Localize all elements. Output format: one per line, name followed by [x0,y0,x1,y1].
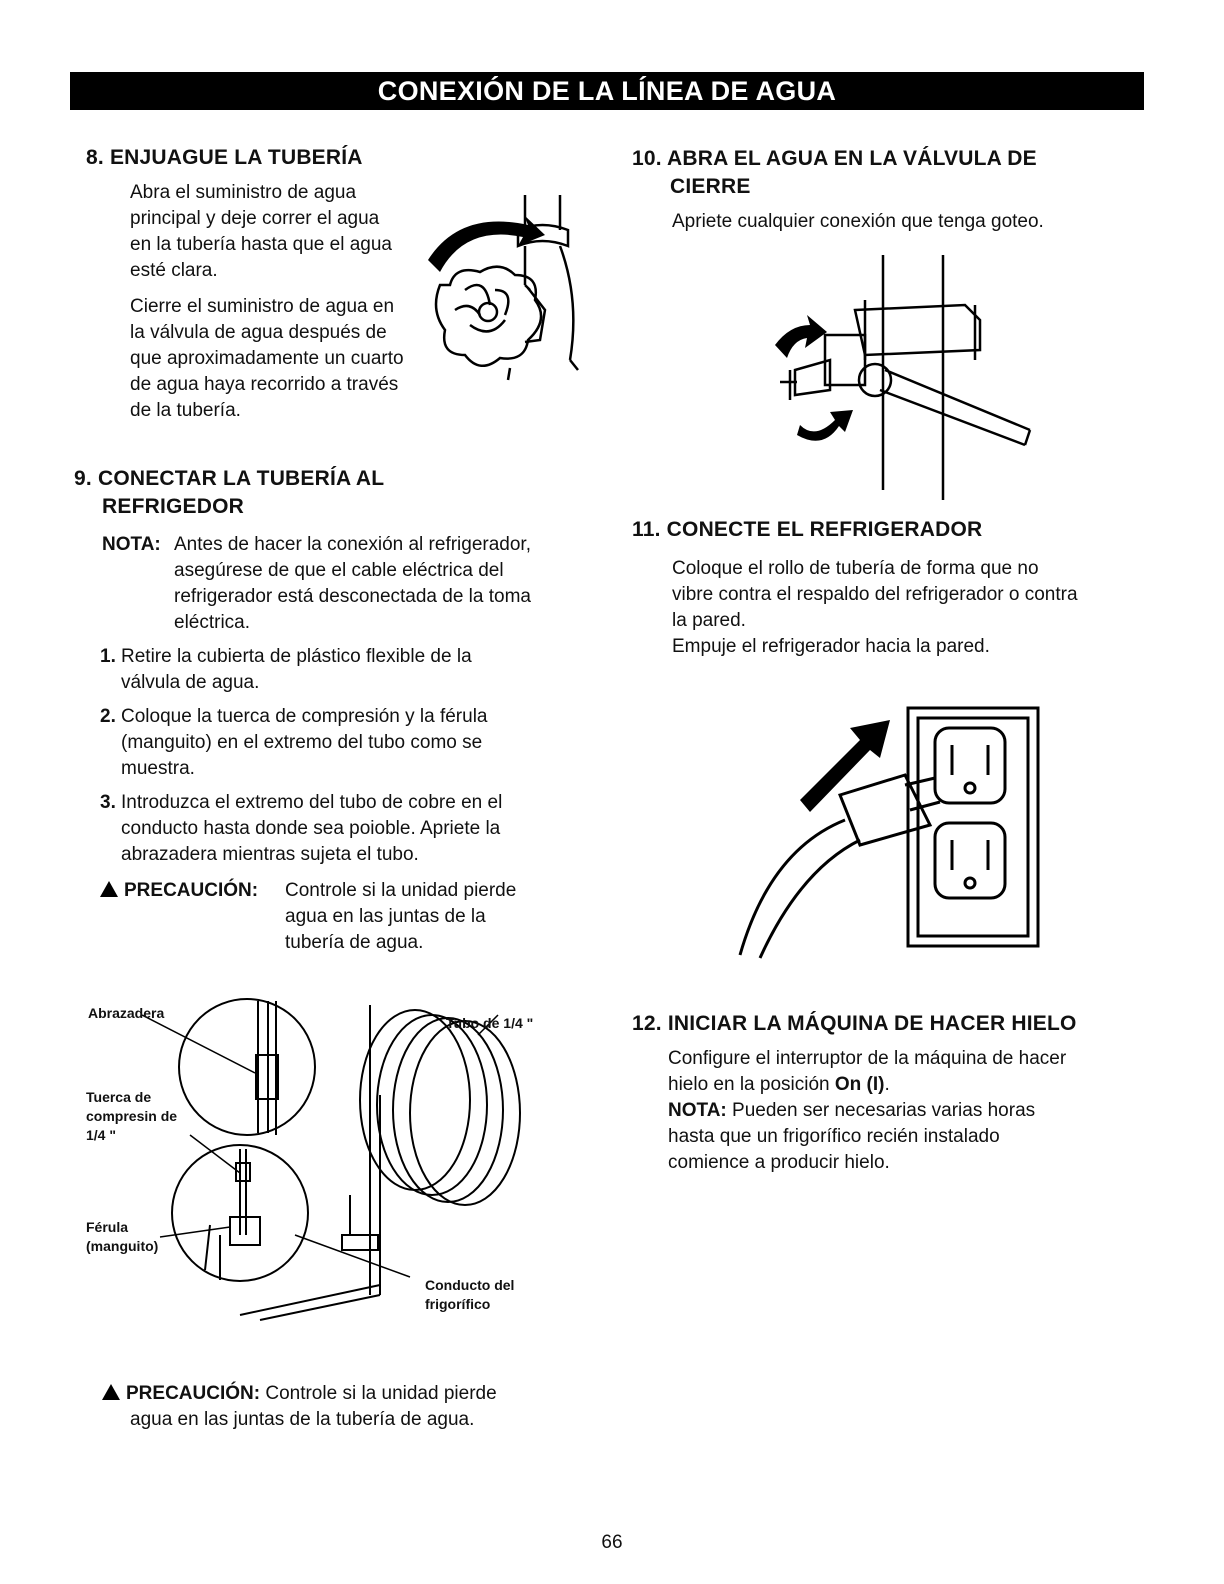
step-1-text: Retire la cubierta de plástico flexible de la válvula de agua. [121,646,472,693]
caution-2: PRECAUCIÓN: Controle si la unidad pierde agua en las juntas de la tubería de agua. [102,1381,497,1433]
step-1-number: 1. [100,646,116,667]
step-3-text: Introduzca el extremo del tubo de cobre en el conducto hasta donde sea poioble. Apriete la abrazadera mientras sujeta el tubo. [121,792,503,865]
section-10-title-line-2: CIERRE [670,175,751,198]
section-11-text: Coloque el rollo de tubería de forma que no vibre contra el respaldo del refrigerador o contra la pared. Empuje el refrigerador hacia la pared. [672,558,1078,657]
section-11-title: 11. CONECTE EL REFRIGERADOR [632,518,983,541]
section-8-paragraph-2: Cierre el suministro de agua en la válvula de agua después de que aproximadamente un cuarto de agua haya recorrido a través de la tubería. [130,296,404,421]
warning-icon [102,1384,120,1400]
section-9-note-text: Antes de hacer la conexión al refrigerador, asegúrese de que el cable eléctrica del refrigerador está desconectada de la toma eléctrica. [174,534,531,633]
step-2-number: 2. [100,706,116,727]
section-12-title: 12. INICIAR LA MÁQUINA DE HACER HIELO [632,1012,1077,1035]
label-conducto: Conducto del frigorífico [425,1277,515,1312]
saddle-valve-illustration [735,250,1045,505]
section-8-paragraph-1: Abra el suministro de agua principal y deje correr el agua en la tubería hasta que el agua esté clara. [130,182,392,281]
shutoff-valve-illustration [410,190,590,380]
page-number: 66 [601,1532,623,1553]
caution-1-text: Controle si la unidad pierde agua en las juntas de la tubería de agua. [285,880,517,953]
caution-1-label: PRECAUCIÓN: [100,878,258,904]
section-10-text: Apriete cualquier conexión que tenga goteo. [672,211,1044,232]
section-8-title: 8. ENJUAGUE LA TUBERÍA [86,146,363,169]
section-9-title-line-1: 9. CONECTAR LA TUBERÍA AL [74,467,385,490]
label-tubo: Tubo de 1/4 " [446,1015,534,1031]
section-9-note-label: NOTA: [102,534,161,555]
label-abrazadera: Abrazadera [88,1005,165,1021]
electrical-outlet-illustration [730,700,1050,965]
label-tuerca: Tuerca de compresin de 1/4 " [86,1089,178,1143]
section-9-title-line-2: REFRIGEDOR [102,495,245,518]
label-ferula: Férula (manguito) [86,1219,159,1254]
step-3-number: 3. [100,792,116,813]
section-10-title-line-1: 10. ABRA EL AGUA EN LA VÁLVULA DE [632,147,1037,170]
warning-icon [100,881,118,897]
page-banner: CONEXIÓN DE LA LÍNEA DE AGUA [70,72,1144,110]
section-12-text: Configure el interruptor de la máquina de hacer hielo en la posición On (I). NOTA: Pueden ser necesarias varias horas hasta que un frigorífico recién instalado comience a producir hielo. [668,1048,1067,1173]
step-2-text: Coloque la tuerca de compresión y la férula (manguito) en el extremo del tubo como se muestra. [121,706,488,779]
